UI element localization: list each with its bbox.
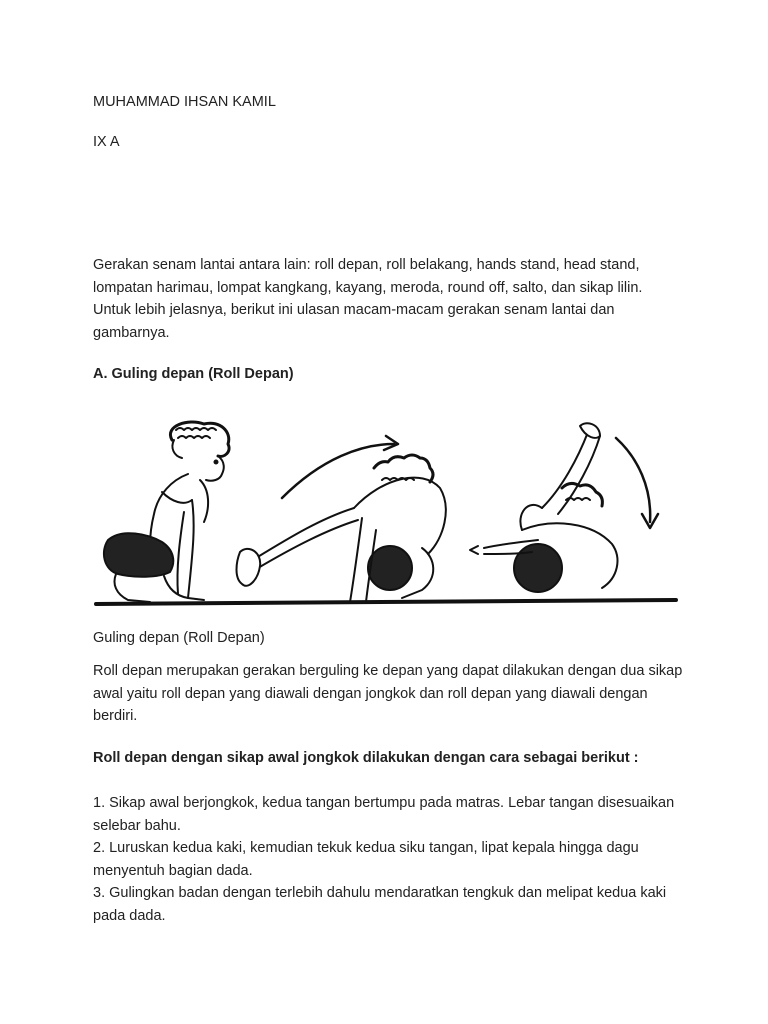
forward-roll-illustration	[92, 418, 678, 616]
author-name: MUHAMMAD IHSAN KAMIL	[93, 94, 276, 110]
figure-squatting	[104, 422, 229, 602]
intro-paragraph: Gerakan senam lantai antara lain: roll depan, roll belakang, hands stand, head stand, lompatan harimau, lompat kangkang, kayang, meroda, round off, salto, dan sikap lilin. Untuk lebih jelasnya, berikut ini ulasan macam-macam gerakan senam lantai dan gambarnya.	[93, 257, 643, 341]
steps-list	[93, 792, 683, 927]
figure-rolling	[470, 423, 658, 592]
mat-line	[96, 600, 676, 604]
author-class: IX A	[93, 134, 120, 150]
section-heading: A. Guling depan (Roll Depan)	[93, 366, 294, 382]
figure-caption: Guling depan (Roll Depan)	[93, 630, 265, 646]
figure-tuck	[237, 436, 446, 602]
list-item: 1. Sikap awal berjongkok, kedua tangan bertumpu pada matras. Lebar tangan disesuaikan selebar bahu.	[93, 795, 675, 834]
subheading: Roll depan dengan sikap awal jongkok dilakukan dengan cara sebagai berikut :	[93, 750, 639, 766]
description-paragraph: Roll depan merupakan gerakan berguling ke depan yang dapat dilakukan dengan dua sikap awal yaitu roll depan yang diawali dengan jongkok dan roll depan yang diawali dengan berdiri.	[93, 663, 683, 724]
list-item: 3. Gulingkan badan dengan terlebih dahulu mendaratkan tengkuk dan melipat kedua kaki pada dada.	[93, 885, 667, 924]
list-item: 2. Luruskan kedua kaki, kemudian tekuk kedua siku tangan, lipat kepala hingga dagu menyentuh bagian dada.	[93, 840, 639, 879]
